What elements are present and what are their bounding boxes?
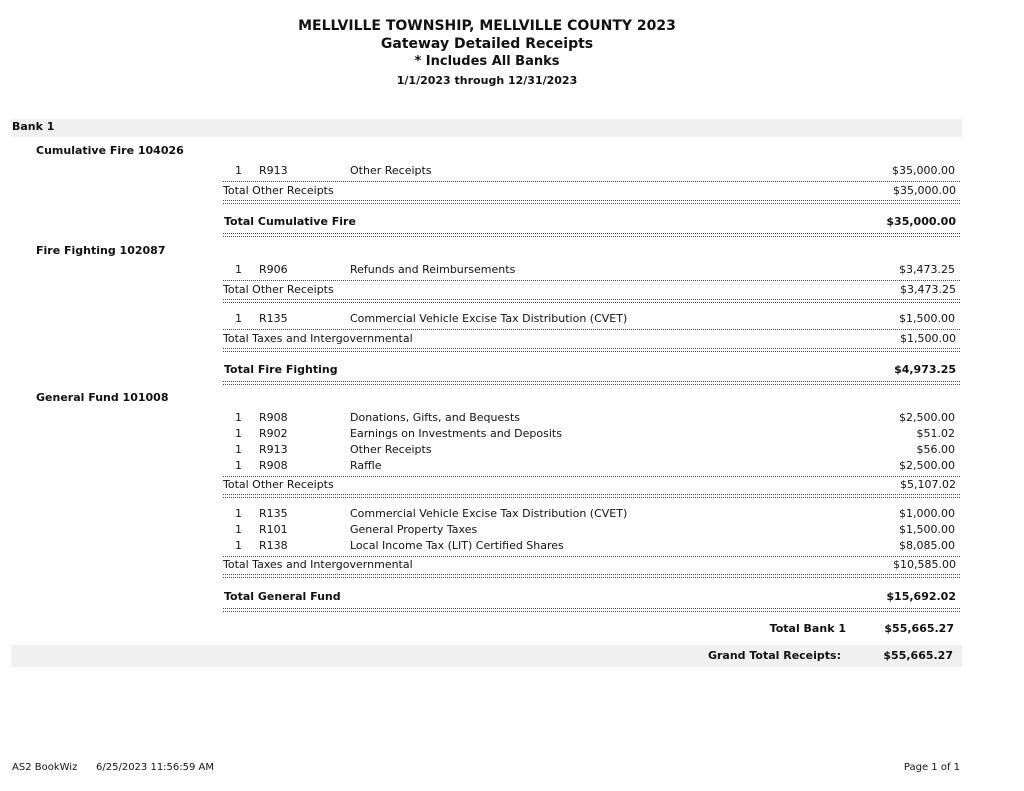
receipt-amount: $2,500.00 [899,411,955,424]
receipt-code: R135 [259,507,288,520]
group-subtotal [223,331,960,347]
receipt-row [223,458,955,474]
receipt-code: R908 [259,459,288,472]
grand-total-amount: $55,665.27 [883,649,953,662]
receipt-amount: $2,500.00 [899,459,955,472]
fund-total-amount: $35,000.00 [886,215,956,228]
footer-app: AS2 BookWiz [12,762,78,773]
fund-label: Cumulative Fire 104026 [36,144,184,157]
receipt-amount: $3,473.25 [899,263,955,276]
receipt-count: 1 [235,427,242,440]
dotted-divider [223,203,960,204]
dotted-divider [223,384,960,385]
receipt-row [223,506,955,522]
dotted-divider [223,302,960,303]
receipt-description: Earnings on Investments and Deposits [350,427,562,440]
receipt-amount: $1,500.00 [899,312,955,325]
report-subtitle: Gateway Detailed Receipts [380,36,594,52]
group-subtotal [223,477,960,493]
receipt-row [223,522,955,538]
receipt-amount: $8,085.00 [899,539,955,552]
receipt-amount: $35,000.00 [892,164,955,177]
group-subtotal-label: Total Other Receipts [223,283,334,296]
receipt-amount: $1,000.00 [899,507,955,520]
receipt-count: 1 [235,263,242,276]
report-title: MELLVILLE TOWNSHIP, MELLVILLE COUNTY 2023 [298,18,676,34]
receipt-description: Commercial Vehicle Excise Tax Distribution (CVET) [350,312,628,325]
receipt-description: Commercial Vehicle Excise Tax Distribution (CVET) [350,507,628,520]
dotted-divider [223,351,960,352]
bank-band [11,119,962,137]
dotted-divider [223,494,960,495]
receipt-description: Other Receipts [350,443,432,456]
receipt-count: 1 [235,539,242,552]
receipt-code: R101 [259,523,288,536]
receipt-code: R913 [259,443,288,456]
group-subtotal [223,557,960,573]
receipt-description: Local Income Tax (LIT) Certified Shares [350,539,564,552]
receipt-description: Donations, Gifts, and Bequests [350,411,521,424]
receipt-amount: $1,500.00 [899,523,955,536]
receipt-code: R906 [259,263,288,276]
receipt-row [223,311,955,327]
fund-total [223,361,960,379]
group-subtotal-amount: $5,107.02 [900,478,956,491]
dotted-divider [223,381,960,382]
receipt-description: Refunds and Reimbursements [350,263,516,276]
receipt-code: R908 [259,411,288,424]
dotted-divider [223,574,960,575]
dotted-divider [223,577,960,578]
group-subtotal-label: Total Other Receipts [223,478,334,491]
receipt-count: 1 [235,312,242,325]
fund-total-amount: $15,692.02 [886,590,956,603]
group-subtotal-amount: $3,473.25 [900,283,956,296]
dotted-divider [223,181,960,182]
footer-timestamp: 6/25/2023 11:56:59 AM [96,762,215,773]
receipt-description: Other Receipts [350,164,432,177]
receipt-count: 1 [235,443,242,456]
group-subtotal [223,282,960,298]
fund-total-label: Total General Fund [224,590,341,603]
dotted-divider [223,348,960,349]
fund-total-label: Total Cumulative Fire [224,215,356,228]
receipt-description: General Property Taxes [350,523,478,536]
receipt-code: R135 [259,312,288,325]
grand-total-label: Grand Total Receipts: [707,649,841,662]
receipt-count: 1 [235,459,242,472]
receipt-row [223,426,955,442]
receipt-description: Raffle [350,459,382,472]
dotted-divider [223,200,960,201]
receipt-row [223,410,955,426]
group-subtotal-label: Total Taxes and Intergovernmental [223,332,413,345]
receipt-count: 1 [235,507,242,520]
bank-total-label: Total Bank 1 [769,622,846,635]
grand-total [11,645,962,667]
dotted-divider [223,280,960,281]
receipt-count: 1 [235,523,242,536]
fund-total [223,213,960,231]
dotted-divider [223,329,960,330]
group-subtotal-amount: $10,585.00 [893,558,956,571]
fund-total-label: Total Fire Fighting [224,363,338,376]
receipt-row [223,262,955,278]
receipt-amount: $56.00 [916,443,955,456]
fund-total [223,588,960,606]
receipt-code: R902 [259,427,288,440]
footer-page-number: Page 1 of 1 [903,762,960,773]
group-subtotal-amount: $1,500.00 [900,332,956,345]
dotted-divider [223,236,960,237]
group-subtotal-label: Total Other Receipts [223,184,334,197]
dotted-divider [223,611,960,612]
receipt-count: 1 [235,164,242,177]
dotted-divider [223,233,960,234]
receipt-code: R138 [259,539,288,552]
group-subtotal-label: Total Taxes and Intergovernmental [223,558,413,571]
receipt-row [223,538,955,554]
fund-label: Fire Fighting 102087 [36,244,166,257]
receipt-code: R913 [259,164,288,177]
report-header [0,17,974,90]
dotted-divider [223,497,960,498]
report-note: * Includes All Banks [414,54,560,69]
bank-total [0,620,974,638]
fund-total-amount: $4,973.25 [894,363,956,376]
dotted-divider [223,299,960,300]
receipt-row [223,442,955,458]
group-subtotal-amount: $35,000.00 [893,184,956,197]
bank-label: Bank 1 [12,120,55,133]
report-date-range: 1/1/2023 through 12/31/2023 [396,74,578,87]
group-subtotal [223,183,960,199]
receipt-row [223,163,955,179]
dotted-divider [223,608,960,609]
receipt-amount: $51.02 [916,427,955,440]
bank-total-amount: $55,665.27 [884,622,954,635]
receipt-count: 1 [235,411,242,424]
fund-label: General Fund 101008 [36,391,169,404]
